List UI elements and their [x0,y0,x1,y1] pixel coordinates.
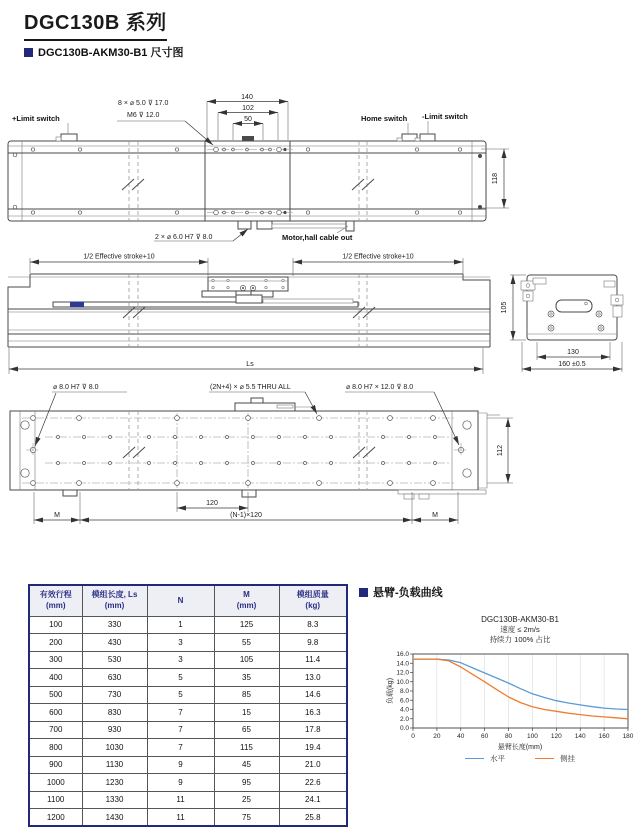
svg-text:140: 140 [574,733,586,740]
table-cell: 16.3 [279,704,347,722]
table-cell: 85 [214,686,279,704]
table-cell: 900 [29,756,82,774]
svg-text:100: 100 [527,733,538,740]
pin-note: 2 × ⌀ 6.0 H7 ⊽ 8.0 [155,234,213,241]
svg-text:160: 160 [598,733,610,740]
table-cell: 65 [214,721,279,739]
svg-text:10.0: 10.0 [396,678,409,686]
svg-text:2.0: 2.0 [399,715,409,723]
table-cell: 830 [82,704,147,722]
side-view-drawing [0,250,644,382]
limit-plus-label: +Limit switch [12,114,60,123]
side-view-dimensions [9,254,483,375]
section-dimension-heading [24,44,183,60]
table-cell: 24.1 [279,791,347,809]
carriage [202,277,353,303]
table-cell: 9 [147,774,214,792]
dim-118: 118 [492,172,499,185]
table-cell: 800 [29,739,82,757]
end-view [501,275,623,372]
table-cell: 11 [147,791,214,809]
table-cell: 7 [147,721,214,739]
table-cell: 35 [214,669,279,687]
svg-text:8.0: 8.0 [399,688,409,696]
table-cell: 7 [147,739,214,757]
page-title: DGC130B 系列 [24,6,167,41]
table-cell: 700 [29,721,82,739]
svg-text:180: 180 [622,733,634,740]
svg-text:80: 80 [504,733,513,740]
chart-title: DGC130B-AKM30-B1 [481,615,559,624]
table-row [29,774,347,792]
table-row [29,669,347,687]
table-cell: 300 [29,651,82,669]
note-dowel-right: ⌀ 8.0 H7 × 12.0 ⊽ 8.0 [346,384,414,391]
table-cell: 11.4 [279,651,347,669]
dim-50: 50 [244,116,252,123]
spec-table [28,584,348,827]
table-cell: 400 [29,669,82,687]
table-header-row [29,585,347,616]
bottom-view-body [10,398,500,499]
svg-text:16.0: 16.0 [396,651,409,659]
table-cell: 15 [214,704,279,722]
load-curve-plot [383,647,643,751]
section-bullet-icon [24,48,33,57]
table-cell: 55 [214,634,279,652]
svg-text:40: 40 [457,733,465,740]
sensor-dog [242,136,254,141]
svg-text:0: 0 [411,733,415,740]
table-cell: 600 [29,704,82,722]
table-row [29,809,347,827]
legend-label-horizontal: 水平 [490,754,505,763]
table-row [29,756,347,774]
table-cell: 19.4 [279,739,347,757]
dim-130: 130 [567,349,579,356]
svg-text:14.0: 14.0 [396,660,409,668]
table-cell: 530 [82,651,147,669]
table-cell: 25.8 [279,809,347,827]
table-cell: 500 [29,686,82,704]
col-header-length: 模组长度, Ls (mm) [82,585,147,616]
table-cell: 3 [147,651,214,669]
spec-table-body [29,616,347,826]
hole-note-line1: 8 × ⌀ 5.0 ⊽ 17.0 [118,100,169,107]
dim-105: 105 [501,301,508,314]
table-cell: 13.0 [279,669,347,687]
table-cell: 1200 [29,809,82,827]
svg-text:60: 60 [481,733,489,740]
table-row [29,651,347,669]
limit-minus-label: -Limit switch [422,112,468,121]
chart-subtitle-speed: 速度 ≤ 2m/s [500,625,540,634]
table-cell: 11 [147,809,214,827]
legend-label-side: 侧挂 [560,754,575,763]
col-header-n: N [147,585,214,616]
table-cell: 5 [147,686,214,704]
section-curve-title: 悬臂-负载曲线 [373,587,443,599]
table-cell: 630 [82,669,147,687]
motor-housing [238,221,354,231]
x-axis-label: 悬臂长度(mm) [497,744,543,751]
note-thru: (2N+4) × ⌀ 5.5 THRU ALL [210,384,291,391]
table-cell: 9 [147,756,214,774]
svg-text:0.0: 0.0 [399,725,409,733]
table-cell: 730 [82,686,147,704]
table-cell: 9.8 [279,634,347,652]
table-cell: 105 [214,651,279,669]
brand-mark [70,302,84,308]
table-cell: 95 [214,774,279,792]
svg-text:12.0: 12.0 [396,669,409,677]
hole-note-line2: M6 ⊽ 12.0 [127,112,160,119]
table-cell: 200 [29,634,82,652]
table-cell: 3 [147,634,214,652]
table-cell: 8.3 [279,616,347,634]
table-cell: 330 [82,616,147,634]
note-dowel-left: ⌀ 8.0 H7 ⊽ 8.0 [53,384,99,391]
svg-text:4.0: 4.0 [399,706,409,714]
dim-pattern: (N-1)×120 [230,512,262,519]
table-cell: 5 [147,669,214,687]
table-cell: 1000 [29,774,82,792]
dim-ls: Ls [246,361,254,368]
table-cell: 1330 [82,791,147,809]
table-row [29,791,347,809]
table-cell: 1130 [82,756,147,774]
table-cell: 1230 [82,774,147,792]
svg-text:20: 20 [433,733,441,740]
table-row [29,704,347,722]
table-cell: 14.6 [279,686,347,704]
col-header-m: M (mm) [214,585,279,616]
table-cell: 45 [214,756,279,774]
col-header-mass: 模组质量 (kg) [279,585,347,616]
table-cell: 7 [147,704,214,722]
table-cell: 21.0 [279,756,347,774]
dim-m-right: M [432,512,438,519]
table-cell: 1030 [82,739,147,757]
y-axis-label: 负载(kg) [387,677,394,705]
table-row [29,686,347,704]
table-cell: 930 [82,721,147,739]
table-row [29,721,347,739]
table-cell: 1 [147,616,214,634]
motor-note: Motor,hall cable out [282,233,353,242]
table-cell: 1100 [29,791,82,809]
table-cell: 115 [214,739,279,757]
legend-line-side [535,758,554,759]
col-header-stroke: 有效行程 (mm) [29,585,82,616]
stroke-right-label: 1/2 Effective stroke+10 [342,253,414,261]
table-cell: 100 [29,616,82,634]
table-row [29,616,347,634]
dim-140: 140 [241,94,253,101]
stroke-left-label: 1/2 Effective stroke+10 [83,253,155,261]
chart-legend [383,753,644,764]
table-cell: 125 [214,616,279,634]
table-row [29,739,347,757]
table-cell: 25 [214,791,279,809]
dim-m-left: M [54,512,60,519]
table-cell: 1430 [82,809,147,827]
top-view-body [8,141,486,221]
table-row [29,634,347,652]
dim-120: 120 [206,500,218,507]
table-cell: 430 [82,634,147,652]
table-cell: 22.6 [279,774,347,792]
svg-text:120: 120 [550,733,562,740]
table-cell: 75 [214,809,279,827]
bottom-view-drawing [0,380,644,538]
chart-subtitle-duty: 持续力 100% 占比 [489,635,551,644]
section-dimension-title: DGC130B-AKM30-B1 尺寸图 [38,47,184,59]
dim-102: 102 [242,105,254,112]
table-cell: 17.8 [279,721,347,739]
home-switch-label: Home switch [361,114,408,123]
svg-text:6.0: 6.0 [399,697,409,705]
top-view-drawing [0,90,644,252]
dim-112: 112 [497,444,504,457]
section-curve-heading [359,584,443,600]
legend-line-horizontal [465,758,484,759]
section-bullet-icon [359,588,368,597]
dim-160: 160 ±0.5 [558,361,586,368]
load-curve-chart [383,610,644,764]
